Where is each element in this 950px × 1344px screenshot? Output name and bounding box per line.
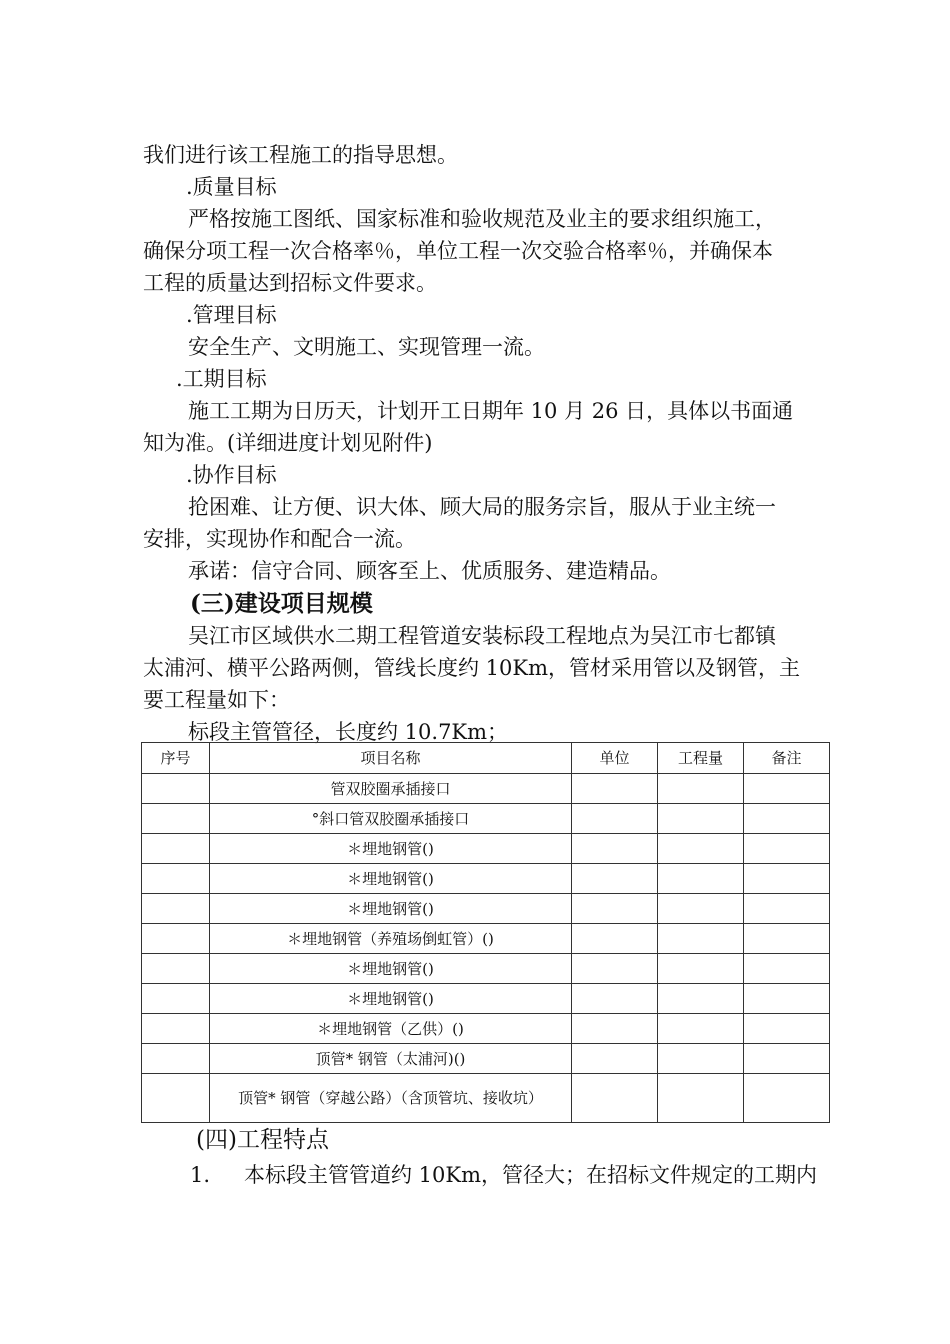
cell-serial bbox=[142, 894, 210, 924]
cooperation-goal-line-2: 安排，实现协作和配合一流。 bbox=[143, 527, 416, 551]
cell-unit bbox=[572, 1044, 658, 1074]
quantities-table bbox=[141, 742, 830, 1123]
cell-unit bbox=[572, 1014, 658, 1044]
cell-unit bbox=[572, 864, 658, 894]
cell-remarks bbox=[744, 984, 830, 1014]
table-row bbox=[142, 894, 830, 924]
cell-remarks bbox=[744, 864, 830, 894]
cell-item-name: ＊埋地钢管() bbox=[210, 834, 572, 864]
cell-quantity bbox=[658, 1074, 744, 1123]
promise-line: 承诺：信守合同、顾客至上、优质服务、建造精品。 bbox=[188, 559, 671, 583]
cell-quantity bbox=[658, 894, 744, 924]
cell-serial bbox=[142, 984, 210, 1014]
cell-unit bbox=[572, 924, 658, 954]
cell-remarks bbox=[744, 1044, 830, 1074]
cell-serial bbox=[142, 864, 210, 894]
cell-unit bbox=[572, 984, 658, 1014]
section-3-heading: (三)建设项目规模 bbox=[190, 590, 373, 617]
cell-serial bbox=[142, 1014, 210, 1044]
cell-remarks bbox=[744, 1074, 830, 1123]
cell-remarks bbox=[744, 1014, 830, 1044]
table-row bbox=[142, 954, 830, 984]
cell-remarks bbox=[744, 894, 830, 924]
cell-serial bbox=[142, 1074, 210, 1123]
cell-quantity bbox=[658, 1014, 744, 1044]
cell-quantity bbox=[658, 774, 744, 804]
cell-serial bbox=[142, 834, 210, 864]
table-row bbox=[142, 804, 830, 834]
header-serial: 序号 bbox=[142, 743, 210, 774]
table-row bbox=[142, 834, 830, 864]
cell-quantity bbox=[658, 954, 744, 984]
cell-remarks bbox=[744, 804, 830, 834]
cell-unit bbox=[572, 1074, 658, 1123]
header-remarks: 备注 bbox=[744, 743, 830, 774]
cell-item-name: 管双胶圈承插接口 bbox=[210, 774, 572, 804]
table-row bbox=[142, 1044, 830, 1074]
cell-item-name: °斜口管双胶圈承插接口 bbox=[210, 804, 572, 834]
cell-serial bbox=[142, 924, 210, 954]
cell-remarks bbox=[744, 834, 830, 864]
cell-unit bbox=[572, 804, 658, 834]
cell-serial bbox=[142, 774, 210, 804]
section-3-line-1: 吴江市区域供水二期工程管道安装标段工程地点为吴江市七都镇 bbox=[188, 624, 776, 648]
table-header-row bbox=[142, 743, 830, 774]
quality-goal-title: .质量目标 bbox=[186, 175, 277, 199]
cell-remarks bbox=[744, 774, 830, 804]
cell-item-name: ＊埋地钢管() bbox=[210, 894, 572, 924]
schedule-goal-line-2: 知为准。(详细进度计划见附件) bbox=[143, 431, 433, 455]
cell-unit bbox=[572, 834, 658, 864]
cell-unit bbox=[572, 954, 658, 984]
management-goal-line-1: 安全生产、文明施工、实现管理一流。 bbox=[188, 335, 545, 359]
quality-goal-line-1: 严格按施工图纸、国家标准和验收规范及业主的要求组织施工， bbox=[188, 207, 776, 231]
cell-item-name: 顶管* 钢管（穿越公路）（含顶管坑、接收坑） bbox=[210, 1074, 572, 1123]
cell-item-name: ＊埋地钢管() bbox=[210, 984, 572, 1014]
cell-item-name: ＊埋地钢管() bbox=[210, 954, 572, 984]
management-goal-title: .管理目标 bbox=[186, 303, 277, 327]
schedule-goal-line-1: 施工工期为日历天，计划开工日期年 10 月 26 日，具体以书面通 bbox=[188, 399, 794, 423]
table-row bbox=[142, 924, 830, 954]
cell-serial bbox=[142, 954, 210, 984]
schedule-goal-title: .工期目标 bbox=[176, 367, 267, 391]
section-3-line-4: 标段主管管径，长度约 10.7Km； bbox=[188, 720, 509, 744]
quality-goal-line-3: 工程的质量达到招标文件要求。 bbox=[143, 271, 437, 295]
cell-quantity bbox=[658, 804, 744, 834]
cell-item-name: ＊埋地钢管（养殖场倒虹管）() bbox=[210, 924, 572, 954]
cell-quantity bbox=[658, 1044, 744, 1074]
section-4-heading: (四)工程特点 bbox=[196, 1127, 329, 1153]
table-row bbox=[142, 864, 830, 894]
cell-item-name: ＊埋地钢管() bbox=[210, 864, 572, 894]
cell-quantity bbox=[658, 834, 744, 864]
cell-serial bbox=[142, 804, 210, 834]
cell-quantity bbox=[658, 984, 744, 1014]
quality-goal-line-2: 确保分项工程一次合格率％，单位工程一次交验合格率％，并确保本 bbox=[143, 239, 773, 263]
table-row bbox=[142, 1074, 830, 1123]
cell-remarks bbox=[744, 924, 830, 954]
cell-serial bbox=[142, 1044, 210, 1074]
cell-unit bbox=[572, 774, 658, 804]
section-3-line-3: 要工程量如下： bbox=[143, 688, 290, 712]
table-row bbox=[142, 774, 830, 804]
cooperation-goal-title: .协作目标 bbox=[186, 463, 277, 487]
list-item-number: 1. bbox=[190, 1163, 211, 1187]
cell-item-name: ＊埋地钢管（乙供）() bbox=[210, 1014, 572, 1044]
table-row bbox=[142, 1014, 830, 1044]
cooperation-goal-line-1: 抢困难、让方便、识大体、顾大局的服务宗旨，服从于业主统一 bbox=[188, 495, 776, 519]
cell-quantity bbox=[658, 924, 744, 954]
header-quantity: 工程量 bbox=[658, 743, 744, 774]
cell-quantity bbox=[658, 864, 744, 894]
list-item-text: 本标段主管管道约 10Km，管径大；在招标文件规定的工期内 bbox=[244, 1163, 817, 1187]
cell-remarks bbox=[744, 954, 830, 984]
cell-item-name: 顶管* 钢管（太浦河)() bbox=[210, 1044, 572, 1074]
section-3-line-2: 太浦河、横平公路两侧，管线长度约 10Km，管材采用管以及钢管，主 bbox=[143, 656, 800, 680]
table-row bbox=[142, 984, 830, 1014]
header-item-name: 项目名称 bbox=[210, 743, 572, 774]
header-unit: 单位 bbox=[572, 743, 658, 774]
cell-unit bbox=[572, 894, 658, 924]
paragraph-guiding-idea: 我们进行该工程施工的指导思想。 bbox=[143, 143, 458, 167]
